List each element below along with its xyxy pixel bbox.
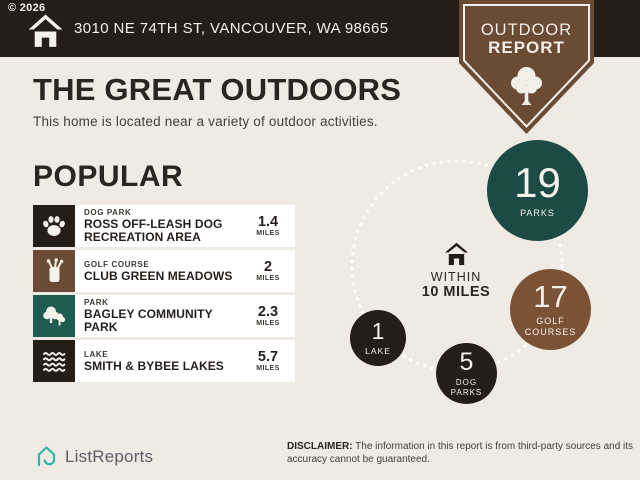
item-category: PARK — [84, 298, 109, 308]
home-icon — [27, 13, 64, 50]
page-title: THE GREAT OUTDOORS — [33, 72, 402, 107]
item-name: SMITH & BYBEE LAKES — [84, 358, 224, 373]
item-distance — [245, 305, 291, 328]
item-category: DOG PARK — [84, 208, 132, 218]
listreports-brand — [34, 444, 153, 469]
list-item-body — [75, 205, 295, 247]
list-item-dog-park — [33, 205, 295, 247]
dog-park-icon-square — [33, 205, 75, 247]
list-item-lake — [33, 340, 295, 382]
item-name: BAGLEY COMMUNITY PARK — [84, 307, 213, 334]
disclaimer — [287, 440, 637, 466]
parks-count: 19 — [514, 158, 561, 206]
dog-parks-count: 5 — [459, 347, 474, 376]
distance-value: 1.4 — [257, 213, 279, 230]
list-item-body — [75, 295, 295, 337]
bubble-parks — [487, 140, 588, 241]
distance-value: 2.3 — [257, 303, 279, 320]
bubble-lake — [350, 310, 406, 366]
golf-courses-label: GOLF COURSES — [524, 315, 577, 337]
bubble-dog-parks — [436, 343, 497, 404]
golf-bag-icon — [41, 258, 67, 284]
item-name: ROSS OFF-LEASH DOG RECREATION AREA — [84, 217, 223, 244]
badge-line2: REPORT — [488, 38, 565, 57]
park-icon-square — [33, 295, 75, 337]
distance-value: 2 — [263, 258, 273, 275]
dog-parks-label: DOG PARKS — [450, 377, 483, 397]
item-name: CLUB GREEN MEADOWS — [84, 268, 233, 283]
page-subtitle: This home is located near a variety of outdoor activities. — [33, 114, 378, 129]
item-distance — [245, 260, 291, 283]
list-item-body — [75, 340, 295, 382]
lake-count: 1 — [371, 317, 385, 344]
lake-icon-square — [33, 340, 75, 382]
distance-unit: MILES — [256, 230, 280, 238]
parks-label: PARKS — [520, 207, 555, 218]
property-address: 3010 NE 74TH ST, VANCOUVER, WA 98665 — [74, 20, 389, 37]
distance-unit: MILES — [256, 365, 280, 373]
list-item-park — [33, 295, 295, 337]
badge-line1: OUTDOOR — [480, 21, 573, 39]
list-item-golf-course — [33, 250, 295, 292]
within-miles-label: 10 MILES — [421, 284, 491, 300]
disclaimer-text: The information in this report is from third-party sources and its accuracy cannot be guaranteed. — [287, 441, 634, 465]
item-category: LAKE — [84, 349, 109, 359]
home-icon — [444, 242, 469, 266]
within-label: WITHIN — [430, 270, 482, 284]
waves-icon — [41, 348, 67, 374]
distance-value: 5.7 — [257, 348, 279, 365]
trees-icon — [41, 303, 67, 329]
distance-unit: MILES — [256, 275, 280, 283]
distance-unit: MILES — [256, 320, 280, 328]
lake-label: LAKE — [365, 345, 391, 356]
popular-list — [33, 205, 295, 385]
brand-name: ListReports — [65, 446, 154, 466]
outdoor-report-badge — [459, 0, 594, 136]
item-category: GOLF COURSE — [84, 259, 150, 269]
listreports-house-icon — [34, 444, 59, 469]
disclaimer-label: DISCLAIMER: — [287, 441, 353, 452]
list-item-body — [75, 250, 295, 292]
golf-courses-count: 17 — [533, 278, 568, 314]
bubble-golf-courses — [510, 269, 591, 350]
copyright-text: © 2026 — [8, 2, 46, 14]
item-distance — [245, 215, 291, 238]
paw-icon — [41, 213, 67, 239]
popular-heading: POPULAR — [33, 160, 184, 193]
item-distance — [245, 350, 291, 373]
golf-course-icon-square — [33, 250, 75, 292]
